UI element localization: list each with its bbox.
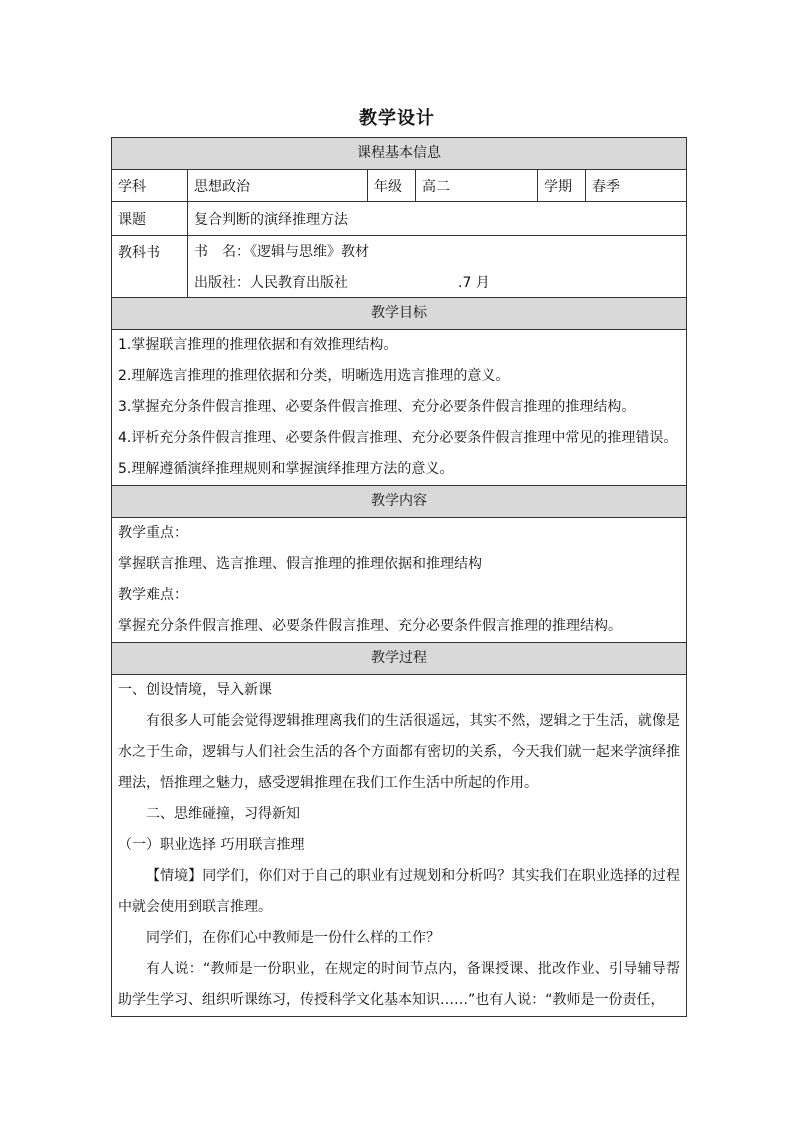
content-block bbox=[111, 518, 687, 643]
topic-value: 复合判断的演绎推理方法 bbox=[194, 211, 348, 228]
difficult-points-text: 掌握充分条件假言推理、必要条件假言推理、充分必要条件假言推理的推理结构。 bbox=[118, 618, 622, 634]
objective-item: 2.理解选言推理的推理依据和分类，明晰选用选言推理的意义。 bbox=[118, 368, 510, 384]
grade-value: 高二 bbox=[416, 170, 538, 201]
publisher-line bbox=[194, 267, 490, 298]
subject-label: 学科 bbox=[112, 170, 188, 201]
textbook-details bbox=[188, 236, 686, 297]
objective-item: 4.评析充分条件假言推理、必要条件假言推理、充分必要条件假言推理中常见的推理错误。 bbox=[118, 430, 678, 446]
process-paragraph-question: 同学们，在你们心中教师是一份什么样的工作？ bbox=[146, 930, 440, 946]
key-points-label: 教学重点： bbox=[118, 525, 188, 541]
process-heading-1: 一、创设情境，导入新课 bbox=[118, 682, 272, 698]
subject-value: 思想政治 bbox=[188, 170, 368, 201]
publisher-text: 出版社：人民教育出版社 bbox=[194, 274, 348, 291]
grade-label: 年级 bbox=[368, 170, 416, 201]
section-header-content: 教学内容 bbox=[111, 486, 687, 518]
lesson-plan-table bbox=[111, 137, 687, 1017]
objective-item: 1.掌握联言推理的推理依据和有效推理结构。 bbox=[118, 337, 398, 353]
difficult-points-label: 教学难点： bbox=[118, 587, 188, 603]
textbook-label: 教科书 bbox=[112, 236, 188, 297]
objective-item: 3.掌握充分条件假言推理、必要条件假言推理、充分必要条件假言推理的推理结构。 bbox=[118, 399, 636, 415]
section-header-objectives: 教学目标 bbox=[111, 298, 687, 330]
term-label: 学期 bbox=[538, 170, 586, 201]
info-row-textbook bbox=[111, 236, 687, 298]
process-heading-2: 二、思维碰撞，习得新知 bbox=[146, 806, 300, 822]
book-name-line: 书 名：《逻辑与思维》教材 bbox=[194, 244, 369, 261]
objective-item: 5.理解遵循演绎推理规则和掌握演绎推理方法的意义。 bbox=[118, 461, 454, 477]
term-value: 春季 bbox=[592, 178, 620, 195]
process-paragraph-quote: 有人说：“教师是一份职业，在规定的时间节点内，备课授课、批改作业、引导辅导帮助学生学习、组织听课练习，传授科学文化基本知识……”也有人说：“教师是一份责任， bbox=[118, 961, 680, 1008]
page-title: 教学设计 bbox=[359, 108, 435, 129]
topic-label: 课题 bbox=[112, 202, 188, 235]
publish-month: .7 月 bbox=[458, 274, 490, 291]
info-row-subject bbox=[111, 170, 687, 202]
process-paragraph-scenario: 【情境】同学们，你们对于自己的职业有过规划和分析吗？其实我们在职业选择的过程中就会使用到联言推理。 bbox=[118, 868, 680, 915]
process-block bbox=[111, 675, 687, 1017]
key-points-text: 掌握联言推理、选言推理、假言推理的推理依据和推理结构 bbox=[118, 556, 482, 572]
info-row-topic bbox=[111, 202, 687, 236]
process-heading-3: （一）职业选择 巧用联言推理 bbox=[118, 837, 305, 853]
process-paragraph-intro: 有很多人可能会觉得逻辑推理离我们的生活很遥远，其实不然，逻辑之于生活，就像是水之于生命，逻辑与人们社会生活的各个方面都有密切的关系，今天我们就一起来学演绎推理法，悟推理之魅力，感受逻辑推理在我们工作生活中所起的作用。 bbox=[118, 713, 680, 791]
section-header-process: 教学过程 bbox=[111, 643, 687, 675]
objectives-list bbox=[111, 330, 687, 486]
section-header-basic-info: 课程基本信息 bbox=[111, 137, 687, 170]
